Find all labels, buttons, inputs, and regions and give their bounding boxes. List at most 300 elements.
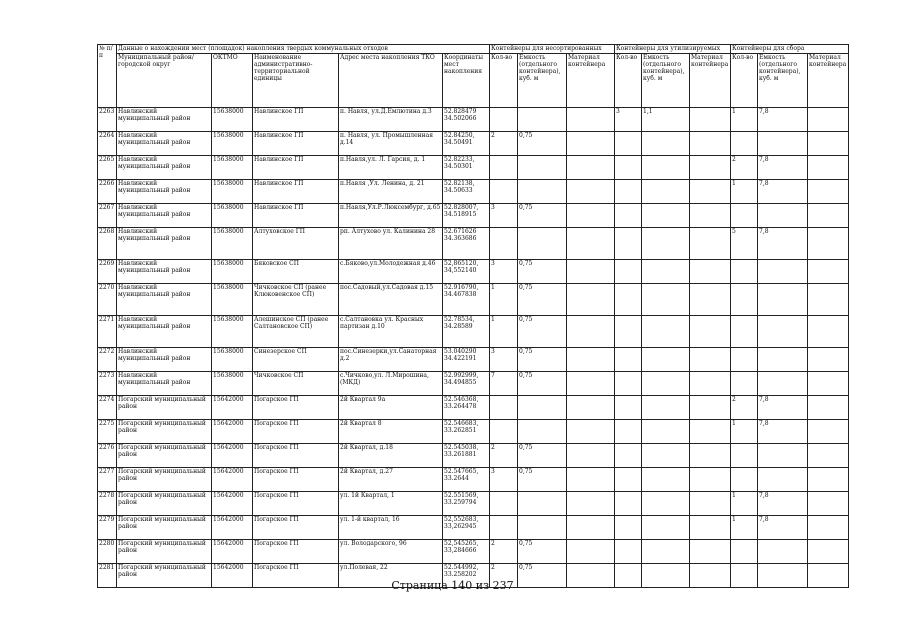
table-row [98, 228, 849, 260]
recyclable-capacity-cell [642, 372, 690, 396]
unsorted-qty-cell [490, 420, 518, 444]
table-row [98, 516, 849, 540]
collection-capacity-cell [758, 316, 808, 348]
table-row [98, 260, 849, 284]
collection-qty-cell: 5 [731, 228, 758, 260]
header-num: № п/п [98, 45, 117, 108]
row-number: 2275 [98, 420, 117, 444]
territory-cell: Навлинское ГП [253, 156, 339, 180]
header-group-title: Данные о нахождении мест (площадок) накопления твердых коммунальных отходов [117, 45, 490, 54]
municipality-cell: Навлинский муниципальный район [117, 316, 212, 348]
collection-capacity-cell: 7,8 [758, 108, 808, 132]
unsorted-qty-cell [490, 228, 518, 260]
territory-cell: Погарское ГП [253, 444, 339, 468]
collection-capacity-cell [758, 260, 808, 284]
unsorted-capacity-cell [518, 516, 567, 540]
unsorted-material-cell [567, 260, 615, 284]
oktmo-cell: 15638000 [212, 284, 253, 316]
header-material: Материал контейнера [808, 54, 849, 108]
row-number: 2276 [98, 444, 117, 468]
unsorted-capacity-cell: 0,75 [518, 564, 567, 588]
municipality-cell: Навлинский муниципальный район [117, 180, 212, 204]
unsorted-material-cell [567, 108, 615, 132]
municipality-cell: Навлинский муниципальный район [117, 260, 212, 284]
collection-capacity-cell [758, 540, 808, 564]
row-number: 2273 [98, 372, 117, 396]
collection-qty-cell [731, 284, 758, 316]
oktmo-cell: 15642000 [212, 444, 253, 468]
territory-cell: Погарское ГП [253, 420, 339, 444]
unsorted-material-cell [567, 156, 615, 180]
recyclable-capacity-cell [642, 516, 690, 540]
page-number: Страница 140 из 237 [391, 579, 514, 592]
header-capacity: Емкость (отдельного контейнера), куб. м [518, 54, 567, 108]
collection-qty-cell: 2 [731, 156, 758, 180]
header-group-recyclable: Контейнеры для утилизируемых [615, 45, 731, 54]
territory-cell: Чичковское СП [253, 372, 339, 396]
coords-cell: 52.551569, 33.259794 [443, 492, 490, 516]
collection-capacity-cell [758, 444, 808, 468]
recyclable-qty-cell [615, 492, 642, 516]
recyclable-capacity-cell [642, 468, 690, 492]
recyclable-material-cell [690, 260, 731, 284]
unsorted-material-cell [567, 372, 615, 396]
municipality-cell: Навлинский муниципальный район [117, 156, 212, 180]
municipality-cell: Навлинский муниципальный район [117, 132, 212, 156]
row-number: 2279 [98, 516, 117, 540]
oktmo-cell: 15642000 [212, 468, 253, 492]
address-cell: ул. Володарского, 96 [339, 540, 443, 564]
unsorted-capacity-cell [518, 492, 567, 516]
recyclable-capacity-cell [642, 492, 690, 516]
table-row [98, 108, 849, 132]
municipality-cell: Навлинский муниципальный район [117, 204, 212, 228]
oktmo-cell: 15638000 [212, 180, 253, 204]
recyclable-material-cell [690, 316, 731, 348]
collection-capacity-cell [758, 468, 808, 492]
coords-cell: 52.546683, 33.262851 [443, 420, 490, 444]
row-number: 2268 [98, 228, 117, 260]
recyclable-capacity-cell [642, 228, 690, 260]
address-cell: рп. Алтухово ул. Калинина 28 [339, 228, 443, 260]
unsorted-capacity-cell: 0,75 [518, 372, 567, 396]
recyclable-qty-cell [615, 468, 642, 492]
collection-qty-cell [731, 372, 758, 396]
coords-cell: 52.84250, 34.50491 [443, 132, 490, 156]
recyclable-material-cell [690, 444, 731, 468]
territory-cell: Бяковское СП [253, 260, 339, 284]
territory-cell: Погарское ГП [253, 468, 339, 492]
recyclable-capacity-cell [642, 260, 690, 284]
municipality-cell: Погарский муниципальный район [117, 420, 212, 444]
territory-cell: Навлинское ГП [253, 180, 339, 204]
unsorted-capacity-cell: 0,75 [518, 132, 567, 156]
oktmo-cell: 15638000 [212, 156, 253, 180]
unsorted-material-cell [567, 228, 615, 260]
unsorted-material-cell [567, 284, 615, 316]
recyclable-material-cell [690, 468, 731, 492]
municipality-cell: Погарский муниципальный район [117, 468, 212, 492]
recyclable-qty-cell [615, 228, 642, 260]
unsorted-qty-cell: 3 [490, 348, 518, 372]
collection-material-cell [808, 204, 849, 228]
row-number: 2277 [98, 468, 117, 492]
municipality-cell: Погарский муниципальный район [117, 540, 212, 564]
oktmo-cell: 15638000 [212, 228, 253, 260]
territory-cell: Алтуховское ГП [253, 228, 339, 260]
collection-capacity-cell: 7,8 [758, 492, 808, 516]
recyclable-capacity-cell [642, 180, 690, 204]
coords-cell: 52.547665, 33.2644 [443, 468, 490, 492]
unsorted-capacity-cell: 0,75 [518, 204, 567, 228]
municipality-cell: Погарский муниципальный район [117, 492, 212, 516]
territory-cell: Навлинское ГП [253, 108, 339, 132]
recyclable-material-cell [690, 284, 731, 316]
unsorted-material-cell [567, 180, 615, 204]
row-number: 2270 [98, 284, 117, 316]
collection-capacity-cell: 7,8 [758, 228, 808, 260]
coords-cell: 52,865120, 34,552140 [443, 260, 490, 284]
collection-material-cell [808, 468, 849, 492]
collection-qty-cell: 1 [731, 108, 758, 132]
oktmo-cell: 15638000 [212, 260, 253, 284]
address-cell: п.Навля,ул. Л. Гарсия, д. 1 [339, 156, 443, 180]
unsorted-qty-cell [490, 396, 518, 420]
table-body [98, 108, 849, 588]
table-row [98, 204, 849, 228]
collection-capacity-cell: 7,8 [758, 516, 808, 540]
collection-material-cell [808, 420, 849, 444]
unsorted-material-cell [567, 444, 615, 468]
header-group-unsorted: Контейнеры для несортированных [490, 45, 615, 54]
collection-capacity-cell [758, 284, 808, 316]
collection-qty-cell: 1 [731, 516, 758, 540]
unsorted-capacity-cell [518, 228, 567, 260]
coords-cell: 52,545265, 33,284666 [443, 540, 490, 564]
table-row [98, 540, 849, 564]
oktmo-cell: 15642000 [212, 516, 253, 540]
coords-cell: 53.040290 34.422191 [443, 348, 490, 372]
recyclable-material-cell [690, 396, 731, 420]
header-territory: Наименование административно-территориальной единицы [253, 54, 339, 108]
unsorted-qty-cell [490, 108, 518, 132]
recyclable-material-cell [690, 228, 731, 260]
collection-material-cell [808, 156, 849, 180]
row-number: 2274 [98, 396, 117, 420]
unsorted-qty-cell: 3 [490, 204, 518, 228]
collection-qty-cell [731, 132, 758, 156]
recyclable-material-cell [690, 540, 731, 564]
recyclable-material-cell [690, 204, 731, 228]
oktmo-cell: 15642000 [212, 492, 253, 516]
territory-cell: Навлинское ГП [253, 204, 339, 228]
unsorted-capacity-cell [518, 108, 567, 132]
recyclable-capacity-cell [642, 284, 690, 316]
unsorted-material-cell [567, 348, 615, 372]
row-number: 2281 [98, 564, 117, 588]
collection-material-cell [808, 316, 849, 348]
oktmo-cell: 15638000 [212, 108, 253, 132]
address-cell: п. Навля, ул.Д.Емлютина д.3 [339, 108, 443, 132]
unsorted-qty-cell: 7 [490, 372, 518, 396]
collection-material-cell [808, 396, 849, 420]
recyclable-material-cell [690, 492, 731, 516]
unsorted-capacity-cell: 0,75 [518, 284, 567, 316]
address-cell: 2й Квартал, д.18 [339, 444, 443, 468]
collection-qty-cell [731, 316, 758, 348]
collection-qty-cell [731, 260, 758, 284]
collection-capacity-cell: 7,8 [758, 156, 808, 180]
table-row [98, 132, 849, 156]
recyclable-capacity-cell [642, 316, 690, 348]
territory-cell: Погарское ГП [253, 564, 339, 588]
collection-qty-cell [731, 540, 758, 564]
address-cell: 2й Квартал 9а [339, 396, 443, 420]
recyclable-capacity-cell [642, 444, 690, 468]
recyclable-qty-cell [615, 396, 642, 420]
unsorted-qty-cell: 1 [490, 316, 518, 348]
territory-cell: Навлинское ГП [253, 132, 339, 156]
recyclable-qty-cell [615, 444, 642, 468]
table-row [98, 180, 849, 204]
unsorted-capacity-cell [518, 180, 567, 204]
collection-capacity-cell [758, 132, 808, 156]
collection-capacity-cell: 7,8 [758, 180, 808, 204]
table-row [98, 156, 849, 180]
collection-material-cell [808, 284, 849, 316]
coords-cell: 52.992999, 34.494855 [443, 372, 490, 396]
oktmo-cell: 15638000 [212, 372, 253, 396]
territory-cell: Погарское ГП [253, 540, 339, 564]
collection-qty-cell [731, 468, 758, 492]
row-number: 2271 [98, 316, 117, 348]
collection-material-cell [808, 132, 849, 156]
coords-cell: 52.82233, 34.50301 [443, 156, 490, 180]
municipality-cell: Погарский муниципальный район [117, 564, 212, 588]
header-address: Адрес места накопления ТКО [339, 54, 443, 108]
recyclable-capacity-cell [642, 396, 690, 420]
recyclable-material-cell [690, 156, 731, 180]
unsorted-qty-cell [490, 156, 518, 180]
unsorted-qty-cell: 2 [490, 132, 518, 156]
waste-sites-table [97, 44, 849, 588]
address-cell: пос.Синезерки,ул.Санаторная д.2 [339, 348, 443, 372]
unsorted-material-cell [567, 420, 615, 444]
header-capacity: Емкость (отдельного контейнера), куб. м [758, 54, 808, 108]
recyclable-capacity-cell [642, 204, 690, 228]
territory-cell: Погарское ГП [253, 516, 339, 540]
collection-qty-cell: 2 [731, 396, 758, 420]
recyclable-capacity-cell [642, 156, 690, 180]
territory-cell: Синезерское СП [253, 348, 339, 372]
municipality-cell: Погарский муниципальный район [117, 396, 212, 420]
address-cell: ул.Полевая, 22 [339, 564, 443, 588]
collection-material-cell [808, 372, 849, 396]
collection-qty-cell [731, 204, 758, 228]
table-row [98, 420, 849, 444]
recyclable-qty-cell [615, 260, 642, 284]
recyclable-material-cell [690, 132, 731, 156]
collection-material-cell [808, 516, 849, 540]
unsorted-capacity-cell: 0,75 [518, 468, 567, 492]
unsorted-material-cell [567, 516, 615, 540]
table-row [98, 468, 849, 492]
oktmo-cell: 15638000 [212, 348, 253, 372]
municipality-cell: Навлинский муниципальный район [117, 228, 212, 260]
recyclable-qty-cell [615, 156, 642, 180]
unsorted-qty-cell: 2 [490, 540, 518, 564]
address-cell: п. Навля, ул. Промышленная д.14 [339, 132, 443, 156]
unsorted-capacity-cell: 0,75 [518, 540, 567, 564]
address-cell: 2й Квартал, д.27 [339, 468, 443, 492]
collection-qty-cell [731, 348, 758, 372]
recyclable-qty-cell [615, 132, 642, 156]
collection-material-cell [808, 444, 849, 468]
recyclable-qty-cell [615, 204, 642, 228]
header-coords: Координаты мест накопления [443, 54, 490, 108]
collection-material-cell [808, 260, 849, 284]
unsorted-capacity-cell: 0,75 [518, 348, 567, 372]
unsorted-material-cell [567, 132, 615, 156]
address-cell: 2й Квартал 8 [339, 420, 443, 444]
table-row [98, 444, 849, 468]
recyclable-material-cell [690, 372, 731, 396]
header-qty: Кол-во [490, 54, 518, 108]
collection-material-cell [808, 348, 849, 372]
address-cell: ул. 1-й квартал, 16 [339, 516, 443, 540]
coords-cell: 52.828479 34.502066 [443, 108, 490, 132]
oktmo-cell: 15642000 [212, 420, 253, 444]
collection-capacity-cell: 7,8 [758, 420, 808, 444]
row-number: 2280 [98, 540, 117, 564]
unsorted-material-cell [567, 204, 615, 228]
recyclable-material-cell [690, 348, 731, 372]
recyclable-capacity-cell [642, 132, 690, 156]
coords-cell: 52.916790, 34.467838 [443, 284, 490, 316]
unsorted-capacity-cell: 0,75 [518, 444, 567, 468]
header-group-collection: Контейнеры для сбора [731, 45, 849, 54]
collection-material-cell [808, 108, 849, 132]
table-row [98, 492, 849, 516]
recyclable-qty-cell: 3 [615, 108, 642, 132]
address-cell: п.Навля,Ул.Р.Люксембург, д.65 [339, 204, 443, 228]
oktmo-cell: 15642000 [212, 564, 253, 588]
recyclable-material-cell [690, 180, 731, 204]
coords-cell: 52.78534, 34.28589 [443, 316, 490, 348]
table-row [98, 284, 849, 316]
collection-qty-cell: 1 [731, 180, 758, 204]
recyclable-qty-cell [615, 540, 642, 564]
header-municipality: Муниципальный район/городской округ [117, 54, 212, 108]
recyclable-qty-cell [615, 372, 642, 396]
address-cell: с.Салтановка ул. Красных партизан д.10 [339, 316, 443, 348]
unsorted-qty-cell: 3 [490, 260, 518, 284]
coords-cell: 52.544992, 33.258202 [443, 564, 490, 588]
recyclable-qty-cell [615, 420, 642, 444]
unsorted-capacity-cell [518, 420, 567, 444]
unsorted-material-cell [567, 492, 615, 516]
header-material: Материал контейнера [690, 54, 731, 108]
row-number: 2265 [98, 156, 117, 180]
territory-cell: Алешинское СП (ранее Салтановское СП) [253, 316, 339, 348]
unsorted-qty-cell: 3 [490, 468, 518, 492]
unsorted-qty-cell: 1 [490, 284, 518, 316]
address-cell: ул. 1й Квартал, 1 [339, 492, 443, 516]
unsorted-material-cell [567, 540, 615, 564]
recyclable-capacity-cell [642, 420, 690, 444]
table-row [98, 396, 849, 420]
row-number: 2267 [98, 204, 117, 228]
oktmo-cell: 15638000 [212, 316, 253, 348]
collection-qty-cell [731, 444, 758, 468]
municipality-cell: Навлинский муниципальный район [117, 348, 212, 372]
municipality-cell: Навлинский муниципальный район [117, 284, 212, 316]
collection-material-cell [808, 492, 849, 516]
territory-cell: Чичковское СП (ранее Клюковенское СП) [253, 284, 339, 316]
recyclable-capacity-cell [642, 540, 690, 564]
table-row [98, 316, 849, 348]
collection-material-cell [808, 540, 849, 564]
territory-cell: Погарское ГП [253, 396, 339, 420]
table-row [98, 348, 849, 372]
address-cell: пос.Садовый,ул.Садовая д.15 [339, 284, 443, 316]
collection-qty-cell: 1 [731, 492, 758, 516]
coords-cell: 52.828007, 34.518915 [443, 204, 490, 228]
collection-capacity-cell [758, 204, 808, 228]
coords-cell: 52.545038, 33.261881 [443, 444, 490, 468]
row-number: 2278 [98, 492, 117, 516]
recyclable-qty-cell [615, 516, 642, 540]
row-number: 2272 [98, 348, 117, 372]
coords-cell: 52.546368, 33.264478 [443, 396, 490, 420]
collection-capacity-cell [758, 372, 808, 396]
table-row [98, 372, 849, 396]
unsorted-qty-cell [490, 492, 518, 516]
unsorted-capacity-cell: 0,75 [518, 316, 567, 348]
municipality-cell: Навлинский муниципальный район [117, 108, 212, 132]
collection-material-cell [808, 228, 849, 260]
collection-capacity-cell: 7,8 [758, 396, 808, 420]
recyclable-material-cell [690, 108, 731, 132]
collection-capacity-cell [758, 348, 808, 372]
header-qty: Кол-во [615, 54, 642, 108]
recyclable-capacity-cell: 1,1 [642, 108, 690, 132]
collection-material-cell [808, 180, 849, 204]
address-cell: с.Бяково,ул.Молодежная д.46 [339, 260, 443, 284]
unsorted-capacity-cell: 0,75 [518, 260, 567, 284]
municipality-cell: Погарский муниципальный район [117, 516, 212, 540]
oktmo-cell: 15642000 [212, 540, 253, 564]
coords-cell: 52.82138, 34.50633 [443, 180, 490, 204]
row-number: 2266 [98, 180, 117, 204]
coords-cell: 52,552683, 33,262945 [443, 516, 490, 540]
unsorted-qty-cell: 2 [490, 564, 518, 588]
registry-sheet [97, 44, 849, 588]
header-qty: Кол-во [731, 54, 758, 108]
collection-qty-cell: 1 [731, 420, 758, 444]
unsorted-qty-cell: 2 [490, 444, 518, 468]
municipality-cell: Погарский муниципальный район [117, 444, 212, 468]
header-material: Материал контейнера [567, 54, 615, 108]
recyclable-qty-cell [615, 284, 642, 316]
unsorted-material-cell [567, 396, 615, 420]
recyclable-qty-cell [615, 348, 642, 372]
unsorted-qty-cell [490, 516, 518, 540]
recyclable-material-cell [690, 516, 731, 540]
oktmo-cell: 15638000 [212, 204, 253, 228]
recyclable-qty-cell [615, 180, 642, 204]
municipality-cell: Навлинский муниципальный район [117, 372, 212, 396]
